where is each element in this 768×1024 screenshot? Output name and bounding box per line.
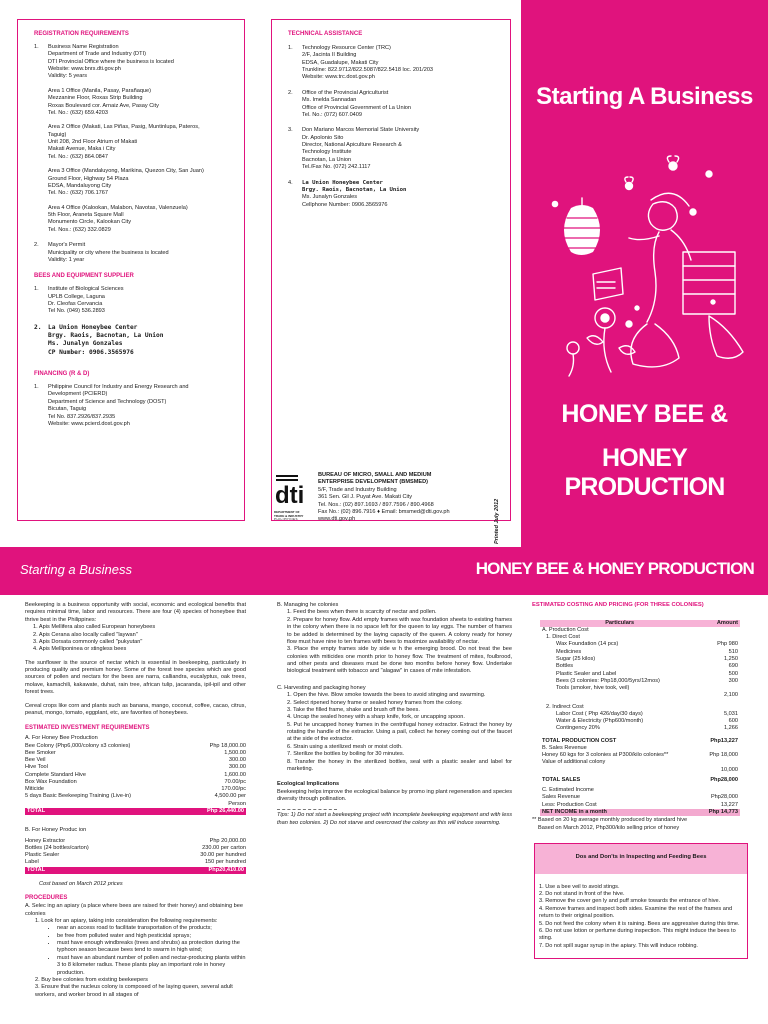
area-office: Area 3 Office (Mandaluyong, Marikina, Quezon City, San Juan) Ground Floor, Highway 54 Plaza EDSA, Mandaluyong City Tel. No.: (632) 706.1767 — [48, 168, 204, 197]
table-row: Sugar (25 kilos) 1,250 — [556, 655, 738, 662]
table-row: Labor Cost ( Php 426/day/30 days) 5,031 — [556, 710, 738, 717]
sunflower-paragraph: The sunflower is the source of nectar which is essential in beekeeping, particularly in producing quality and premium honey. Some of the forest tree species which are good sources of pollen and nectars for the bees are narra, calliandra, eucalyptus, oak trees, molave, kamachili, kakawate, duhat, rain tree, african tulip, jacaranda, ipil-ipil and other forest trees. — [25, 659, 246, 696]
cover-panel — [521, 0, 768, 547]
list-item: 3. Remove the cover gen ly and puff smoke towards the entrance of hive. — [539, 898, 721, 905]
total-row: TOTAL Php 26,440.00 — [27, 807, 244, 814]
table-row: 5 days Basic Beekeeping Training (Live-in) 4,500.00 per — [25, 793, 246, 800]
table-row: Complete Standard Hive 1,600.00 — [25, 771, 246, 778]
table-row: Sales Revenue Php28,000 — [542, 794, 738, 801]
list-item: 1. Institute of Biological Sciences UPLB College, Laguna Dr. Cleofas Cervancia Tel No. (049) 536.2893 — [34, 286, 124, 315]
banner-left-title: Starting a Business — [20, 562, 133, 577]
contacts-panel-left — [17, 19, 245, 521]
table-row: C. Estimated Income — [542, 787, 594, 794]
dos-donts-heading: Dos and Don'ts in Inspecting and Feeding Bees — [535, 844, 747, 874]
table-row: Honey Extractor Php 20,000.00 — [25, 837, 246, 844]
table-row: Plastic Sealer and Label 500 — [556, 670, 738, 677]
investment-b-title: B. For Honey Produc ion — [25, 827, 87, 834]
costing-table — [540, 620, 740, 817]
dos-donts-box — [534, 843, 748, 959]
investment-b-table — [25, 838, 246, 874]
managing-column — [277, 602, 512, 1024]
table-header-row: Particulars Amount — [540, 620, 740, 627]
species-list: 1. Apis Mellifera also called European honeybees 2. Apis Cerana also locally called "laywan" 3. Apis Dorsata commonly called "pukyutan" 4. Apis Melliponinea or stingless bees — [33, 624, 156, 653]
ecological-text: Beekeeping helps improve the ecological balance by promo ing plant regeneration and species diversity through pollination. — [277, 788, 512, 802]
ecological-title: Ecological Implications — [277, 781, 340, 788]
svg-text:dti: dti — [275, 482, 305, 509]
table-row: Wax Foundation (14 pcs) Php 980 — [556, 641, 738, 648]
bees-supplier-heading: BEES AND EQUIPMENT SUPPLIER — [34, 273, 134, 280]
table-row: 1. Direct Cost — [546, 634, 580, 641]
cover-product-line2: HONEY PRODUCTION — [564, 444, 725, 501]
beekeeper-illustration — [533, 148, 761, 378]
dos-donts-list — [535, 874, 747, 958]
bmsmed-address: BUREAU OF MICRO, SMALL AND MEDIUM ENTERPRISE DEVELOPMENT (BMSMED) 5/F, Trade and Industry Building 361 Sen. Gil J. Puyat Ave. Makati City Tel. Nos.: (02) 897.1693 / 897.7596 / 890.4968 Fax No.: (02) 896.7916 ♦ Email: bmsmed@dti.gov.ph www.dti.gov.ph — [318, 472, 450, 523]
cover-title: Starting A Business — [536, 83, 753, 110]
table-row: 2. Indirect Cost — [546, 703, 584, 710]
table-row: Honey 60 kgs for 3 colonies at P300/kilo colonies** Php 18,000 — [542, 752, 738, 759]
list-item: 6. Do not use lotion or perfume during inspection. This might induce the bees to sting. — [539, 927, 736, 942]
list-item: 3. Don Mariano Marcos Memorial State University Dr. Apolonio Sito Director, National Apiculture Research & Technology Institute Bacnotan, La Union Tel./Fax No. (072) 242.1117 — [288, 127, 420, 171]
dti-logo-mark — [274, 472, 312, 509]
total-row: TOTAL SALES Php28,000 — [542, 776, 738, 783]
area-office: Area 4 Office (Kalookan, Malabon, Navotas, Valenzuela) 5th Floor, Araneta Square Mall Monumento Circle, Kalookan City Tel. Nos.: (632) 332.0829 — [48, 204, 188, 233]
total-row: TOTAL Php20,410.00 — [27, 866, 244, 873]
table-row: Bee Veil 300.00 — [25, 757, 246, 764]
harvesting-title: C. Harvesting and packaging honey — [277, 684, 366, 691]
area-office: Area 2 Office (Makati, Las Piñas, Pasig, Muntinlupa, Pateros, Taguig) Unit 208, 2nd Floor Atrium of Makati Makati Avenue, Maka i City Tel. No.: (632) 864.0847 — [48, 124, 200, 160]
table-row: B. Sales Revenue — [542, 744, 587, 751]
technical-heading: TECHNICAL ASSISTANCE — [288, 31, 363, 37]
investment-note: Cost based on March 2012 prices — [39, 880, 123, 887]
list-item: 5. Do not feed the colony when it is raining. Bees are aggressive during this time. — [539, 920, 740, 927]
table-row: Person — [228, 800, 246, 807]
table-row: Bee Smoker 1,500.00 — [25, 749, 246, 756]
costing-note: ** Based on 20 kg average monthly produced by standard hive — [532, 817, 688, 824]
registration-heading: REGISTRATION REQUIREMENTS — [34, 31, 129, 37]
costing-note: Based on March 2012, Php300/kilo selling price of honey — [538, 824, 680, 831]
list-item: 1. Use a bee veil to avoid stings. — [539, 883, 620, 890]
table-row: Hive Tool 300.00 — [25, 764, 246, 771]
table-row: Bee Colony (Php6,000/colony x3 colonies) Php 18,000.00 — [25, 742, 246, 749]
table-row: Tools (smoker, hive took, veil) — [556, 685, 630, 692]
list-item: 1. Business Name Registration Department of Trade and Industry (DTI) DTI Provincial Office where the business is located Website: www.bnrs.dti.gov.ph Validity: 5 years Area 1 Office (Manila, Pasay, Parañaque) Mezzanine Floor, Roxas Strip Building Roxas Boulevard cor. Arnaiz Ave, Pasay City Tel. No.: (632) 659.4203 Area 2 Office (Makati, Las Piñas, Pasig, Muntinlupa, Pateros, Taguig) Unit 208, 2nd Floor Atrium of Makati Makati Avenue, Maka i City Tel. No.: (632) 864.0847 Area 3 Office (Mandaluyong, Marikina, Quezon City, San Juan) Ground Floor, Highway 54 Plaza EDSA, Mandaluyong City Tel. No.: (632) 706.1767 Area 4 Office (Kalookan, Malabon, Navotas, Valenzuela) 5th Floor, Araneta Square Mall Monumento Circle, Kalookan City Tel. Nos.: (632) 332.0829 — [34, 44, 230, 234]
banner — [0, 547, 768, 595]
list-item: 7. Do not spill sugar syrup in the apiary. This will induce robbing. — [539, 942, 698, 949]
financing-heading: FINANCING (R & D) — [34, 371, 90, 378]
costing-heading: ESTIMATED COSTING AND PRICING (FOR THREE COLONIES) — [532, 602, 704, 608]
cereal-paragraph: Cereal crops like corn and plants such as banana, mango, coconut, coffee, cacao, citrus, peanut, mongo, tomato, eggplant, etc, are favorites of honeybees. — [25, 702, 246, 716]
table-row: A. Production Cost — [542, 626, 589, 633]
table-row: Water & Electricity (Php600/month) 600 — [556, 718, 738, 725]
table-row: Value of additional colony — [542, 759, 606, 766]
table-row: 2,100 — [724, 692, 738, 699]
table-row: Bees (3 colonies: Php18,000/5yrs/12mos) 300 — [556, 677, 738, 684]
procedure-a: A. Selec ing an apiary (a place where bees are raised for their honey) and obtaining bee colonies — [25, 903, 243, 917]
cover-product-line1: HONEY BEE & — [561, 400, 728, 428]
list-item: 2. Mayor's Permit Municipality or city where the business is located Validity: 1 year — [34, 242, 169, 263]
managing-list: 1. Feed the bees when there is scarcity of nectar and pollen. 2. Prepare for honey flow. Add empty frames with wax foundation sheets to existing frames in the colony when there is no space left for the queen to lay eggs. The number of frames to be added is determined by the laying capacity of the queen. A colony ready for honey flow must have nine to ten frames with bees to maximize availability of nectar. 3. Place the empty frames side by side w h the emerging brood. Do not treat the bee colonies with miticides one month prior to honey flow. The treatment of mites, foulbrood, and other pests and diseases must be done two months before honey flow. Undertake biological treatment with tobacco and "alagaw" in cases of mite infestation. — [287, 609, 512, 675]
table-row: Box Wax Foundation 70.00/pc — [25, 778, 246, 785]
list-item: 2. Do not stand in front of the hive. — [539, 891, 625, 898]
managing-title: B. Managing he colonies — [277, 602, 339, 608]
table-row: 10,000 — [720, 766, 738, 773]
investment-a-table — [25, 743, 246, 816]
costing-column — [532, 602, 750, 1024]
area-office: Area 1 Office (Manila, Pasay, Parañaque) Mezzanine Floor, Roxas Strip Building Roxas Boulevard cor. Arnaiz Ave, Pasay City Tel. No.: (632) 659.4203 — [48, 87, 159, 116]
tips-text: Tips: 1) Do not start a beekeeping project with incomplete beekeeping equipment and with less than two colonies. 2) Do not starve and overcrowd the colony as this will induce swarming. — [277, 812, 512, 826]
table-row: Contingency 20% 1,266 — [556, 725, 738, 732]
intro-column — [25, 602, 246, 1024]
contacts-panel-middle — [271, 19, 511, 544]
procedure-a1: 1. Look for an apiary, taking into consideration the following requirements: — [35, 917, 218, 924]
investment-a-title: A. For Honey Bee Production — [25, 735, 98, 742]
table-row: Less: Production Cost 13,227 — [542, 801, 738, 808]
list-item: 1. Philippine Council for Industry and Energy Research and Development (PCIERD) Department of Science and Technology (DOST) Bicutan, Taguig Tel No. 837.2926/837.2935 Website: www.pcierd.dost.gov.ph — [34, 384, 189, 427]
list-item: 2. Office of the Provincial Agriculturist Ms. Imelda Sannadan Office of Provincial Government of La Union Tel. No.: (072) 607.0409 — [288, 89, 412, 118]
divider — [277, 809, 337, 810]
apiary-requirements: • near an access road to facilitate transportation of the products; • be free from polluted water and high pesticidal sprays; • must have enough windbreaks (trees and shrubs) as protection during the typhoon season because bees tend to swarm in high wind; • must have an abundant number of pollen and nectar-producing plants within 3 to 8 kilometer radius. These plants play an important role in honey production. — [25, 925, 246, 977]
procedure-a3: 3. Ensure that the nucleus colony is composed of he laying queen, several adult workers, and worker brood in all stages of — [35, 984, 233, 998]
list-item: 4. Remove frames and inspect both sides. Examine the rest of the frames and return to their original position. — [539, 905, 733, 920]
list-item: 4. La Union Honeybee Center Brgy. Raois, Bacnotan, La Union Ms. Junalyn Gonzales Cellphone Number: 0906.3565976 — [288, 179, 407, 208]
investment-heading: ESTIMATED INVESTMENT REQUIREMENTS — [25, 725, 150, 732]
printed-date: Printed July 2012 — [494, 498, 500, 544]
table-row: Medicines 510 — [556, 648, 738, 655]
table-row: Plastic Sealer 30.00 per hundred — [25, 852, 246, 859]
net-income-row: NET INCOME in a month Php 14,773 — [542, 809, 738, 816]
dti-logo: dti DEPARTMENT OF TRADE & INDUSTRY PHILIPPINES — [274, 472, 312, 517]
intro-paragraph: Beekeeping is a business opportunity with social, economic and ecological benefits that requires minimal time, labor and resources. There are four (4) species of honeybee that thrive best in the Philippines: — [25, 602, 246, 623]
procedure-a2: 2. Buy bee colonies from existing beekeepers — [35, 976, 148, 983]
list-item: 1. Technology Resource Center (TRC) 2/F, Jacinta II Building EDSA, Guadalupe, Makati City Trunkline: 822.9712/822.5087/822.5418 loc. 201/203 Website: www.trc.dost.gov.ph — [288, 44, 434, 81]
table-row: Label 150 per hundred — [25, 859, 246, 866]
banner-right-title: HONEY BEE & HONEY PRODUCTION — [475, 559, 754, 578]
procedures-heading: PROCEDURES — [25, 895, 68, 902]
table-row: Bottles (24 bottles/carton) 230.00 per carton — [25, 844, 246, 851]
harvesting-list: 1. Open the hive. Blow smoke towards the bees to avoid stinging and swarming. 2. Select ripened honey frame or sealed honey frames from the colony. 3. Take the filled frame, shake and brush off the bees. 4. Uncap the sealed honey with a sharp knife, fork, or uncapping spoon. 5. Put he uncapped honey frames in the centrifugal honey extractor. Extract the honey by rotating the handle of the extractor. Using a pail, collect he honey coming out of the faucet at the side of the extractor. 6. Strain using a sterilized mesh or moist cloth. 7. Sterilize the bottles by boiling for 30 minutes. 8. Transfer the honey in the sterilized bottles, seal with a plastic sealer and label for marketing. — [287, 692, 512, 772]
list-item: 2. La Union Honeybee Center Brgy. Raois, Bacnotan, La Union Ms. Junalyn Gonzales CP Number: 0906.3565976 — [34, 323, 164, 356]
table-row: Miticide 170.00/pc — [25, 786, 246, 793]
table-row: Bottles 690 — [556, 663, 738, 670]
total-row: TOTAL PRODUCTION COST Php13,227 — [542, 737, 738, 744]
